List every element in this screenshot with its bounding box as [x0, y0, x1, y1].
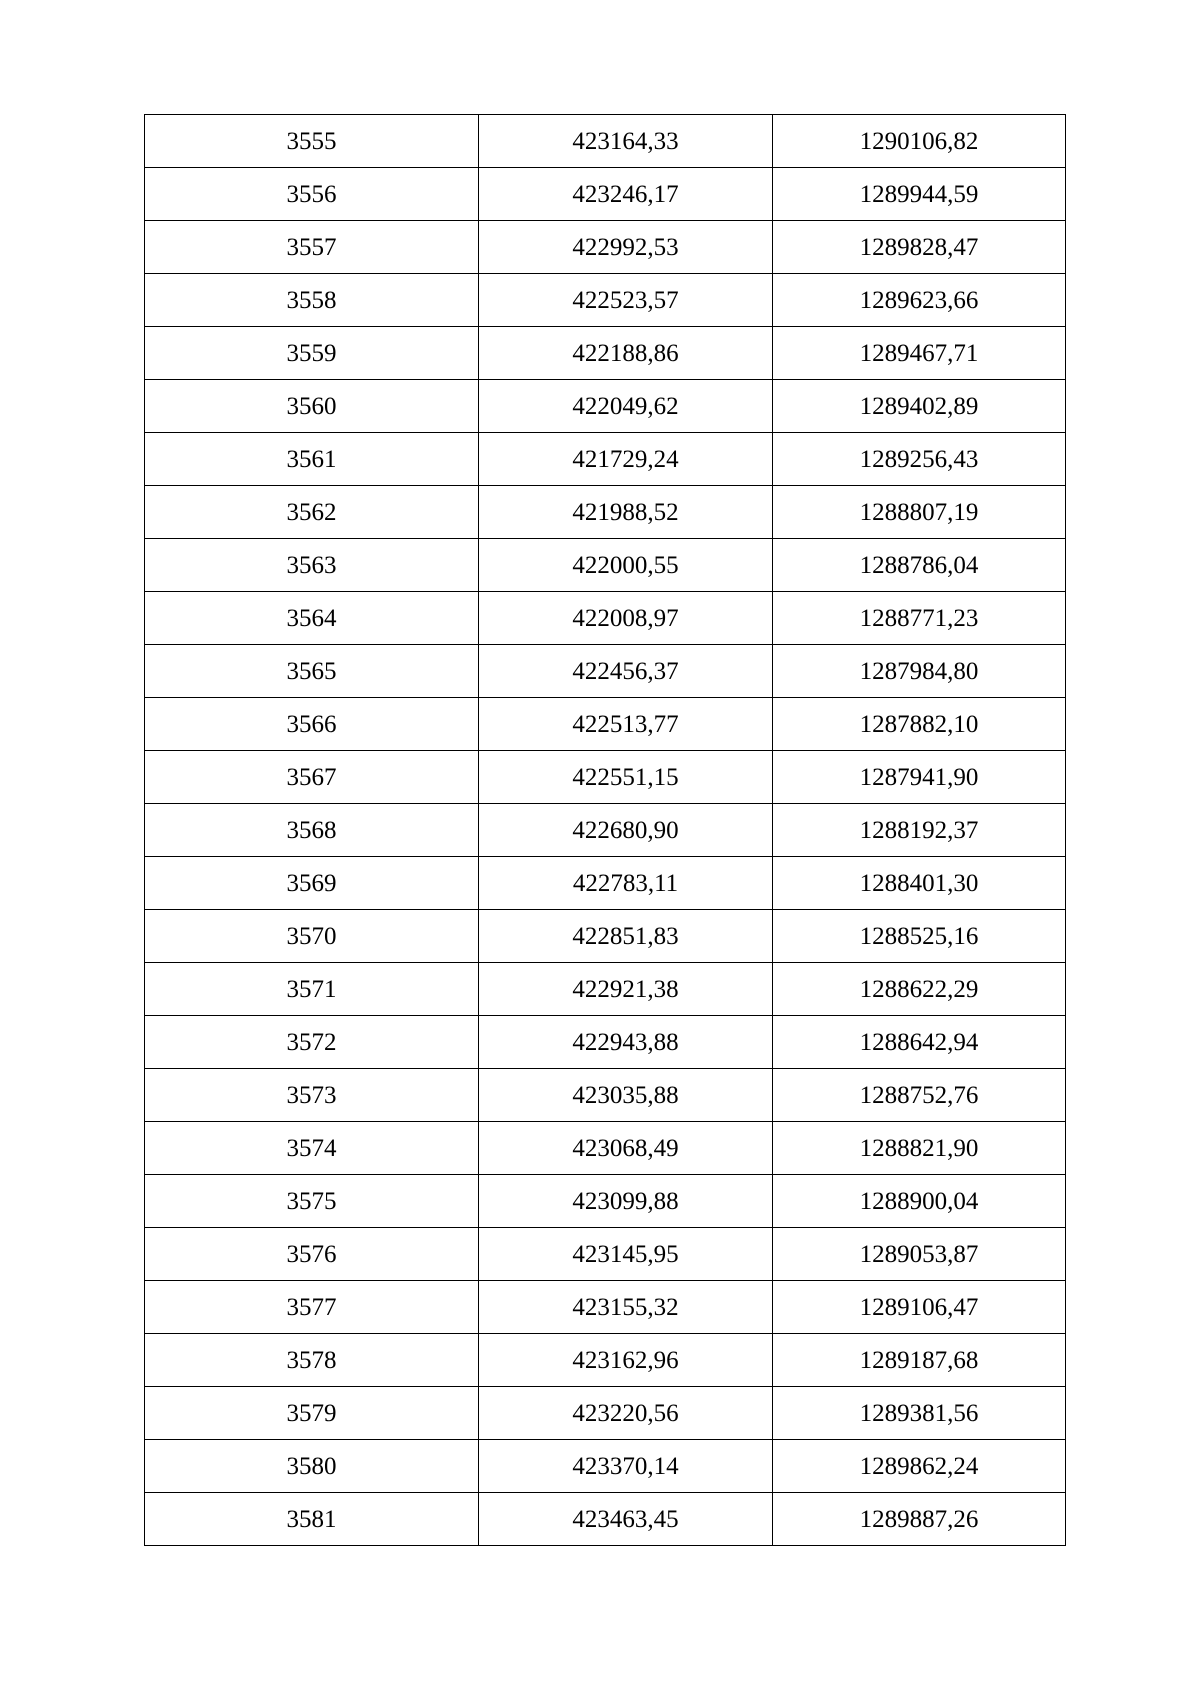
- table-row: [145, 486, 1066, 539]
- table-row: [145, 380, 1066, 433]
- x-coordinate-cell: 422008,97: [479, 592, 773, 645]
- y-coordinate-cell: 1289381,56: [773, 1387, 1066, 1440]
- point-number-cell: 3568: [145, 804, 479, 857]
- x-coordinate-cell: 423155,32: [479, 1281, 773, 1334]
- table-row: [145, 857, 1066, 910]
- x-coordinate-cell: 422049,62: [479, 380, 773, 433]
- table-row: [145, 433, 1066, 486]
- y-coordinate-cell: 1288642,94: [773, 1016, 1066, 1069]
- x-coordinate-cell: 423246,17: [479, 168, 773, 221]
- y-coordinate-cell: 1289862,24: [773, 1440, 1066, 1493]
- point-number-cell: 3566: [145, 698, 479, 751]
- coordinates-table-body: [145, 115, 1066, 1546]
- table-row: [145, 1175, 1066, 1228]
- table-row: [145, 115, 1066, 168]
- table-row: [145, 1122, 1066, 1175]
- y-coordinate-cell: 1288771,23: [773, 592, 1066, 645]
- x-coordinate-cell: 421988,52: [479, 486, 773, 539]
- y-coordinate-cell: 1290106,82: [773, 115, 1066, 168]
- table-row: [145, 221, 1066, 274]
- x-coordinate-cell: 423099,88: [479, 1175, 773, 1228]
- x-coordinate-cell: 422551,15: [479, 751, 773, 804]
- point-number-cell: 3558: [145, 274, 479, 327]
- y-coordinate-cell: 1289053,87: [773, 1228, 1066, 1281]
- point-number-cell: 3556: [145, 168, 479, 221]
- table-row: [145, 1281, 1066, 1334]
- y-coordinate-cell: 1288807,19: [773, 486, 1066, 539]
- y-coordinate-cell: 1289256,43: [773, 433, 1066, 486]
- x-coordinate-cell: 423068,49: [479, 1122, 773, 1175]
- point-number-cell: 3569: [145, 857, 479, 910]
- x-coordinate-cell: 422992,53: [479, 221, 773, 274]
- x-coordinate-cell: 423035,88: [479, 1069, 773, 1122]
- y-coordinate-cell: 1289467,71: [773, 327, 1066, 380]
- point-number-cell: 3578: [145, 1334, 479, 1387]
- y-coordinate-cell: 1287941,90: [773, 751, 1066, 804]
- y-coordinate-cell: 1288900,04: [773, 1175, 1066, 1228]
- y-coordinate-cell: 1288401,30: [773, 857, 1066, 910]
- x-coordinate-cell: 421729,24: [479, 433, 773, 486]
- table-row: [145, 1069, 1066, 1122]
- point-number-cell: 3575: [145, 1175, 479, 1228]
- y-coordinate-cell: 1288786,04: [773, 539, 1066, 592]
- y-coordinate-cell: 1288752,76: [773, 1069, 1066, 1122]
- y-coordinate-cell: 1287984,80: [773, 645, 1066, 698]
- point-number-cell: 3560: [145, 380, 479, 433]
- x-coordinate-cell: 422456,37: [479, 645, 773, 698]
- x-coordinate-cell: 422851,83: [479, 910, 773, 963]
- table-row: [145, 963, 1066, 1016]
- table-row: [145, 274, 1066, 327]
- table-row: [145, 698, 1066, 751]
- y-coordinate-cell: 1289402,89: [773, 380, 1066, 433]
- y-coordinate-cell: 1289887,26: [773, 1493, 1066, 1546]
- point-number-cell: 3580: [145, 1440, 479, 1493]
- table-row: [145, 592, 1066, 645]
- x-coordinate-cell: 422921,38: [479, 963, 773, 1016]
- x-coordinate-cell: 423220,56: [479, 1387, 773, 1440]
- y-coordinate-cell: 1289187,68: [773, 1334, 1066, 1387]
- point-number-cell: 3559: [145, 327, 479, 380]
- y-coordinate-cell: 1289828,47: [773, 221, 1066, 274]
- table-row: [145, 1387, 1066, 1440]
- table-row: [145, 1016, 1066, 1069]
- point-number-cell: 3576: [145, 1228, 479, 1281]
- table-row: [145, 1440, 1066, 1493]
- table-row: [145, 1228, 1066, 1281]
- table-row: [145, 539, 1066, 592]
- point-number-cell: 3567: [145, 751, 479, 804]
- point-number-cell: 3581: [145, 1493, 479, 1546]
- point-number-cell: 3570: [145, 910, 479, 963]
- point-number-cell: 3565: [145, 645, 479, 698]
- x-coordinate-cell: 423145,95: [479, 1228, 773, 1281]
- x-coordinate-cell: 422783,11: [479, 857, 773, 910]
- x-coordinate-cell: 423463,45: [479, 1493, 773, 1546]
- y-coordinate-cell: 1289106,47: [773, 1281, 1066, 1334]
- point-number-cell: 3579: [145, 1387, 479, 1440]
- x-coordinate-cell: 422513,77: [479, 698, 773, 751]
- y-coordinate-cell: 1289944,59: [773, 168, 1066, 221]
- table-row: [145, 910, 1066, 963]
- point-number-cell: 3564: [145, 592, 479, 645]
- point-number-cell: 3555: [145, 115, 479, 168]
- y-coordinate-cell: 1288525,16: [773, 910, 1066, 963]
- table-row: [145, 168, 1066, 221]
- x-coordinate-cell: 423162,96: [479, 1334, 773, 1387]
- point-number-cell: 3573: [145, 1069, 479, 1122]
- x-coordinate-cell: 422523,57: [479, 274, 773, 327]
- x-coordinate-cell: 422680,90: [479, 804, 773, 857]
- table-row: [145, 804, 1066, 857]
- table-row: [145, 1334, 1066, 1387]
- x-coordinate-cell: 423164,33: [479, 115, 773, 168]
- point-number-cell: 3574: [145, 1122, 479, 1175]
- x-coordinate-cell: 422943,88: [479, 1016, 773, 1069]
- point-number-cell: 3561: [145, 433, 479, 486]
- point-number-cell: 3563: [145, 539, 479, 592]
- y-coordinate-cell: 1288622,29: [773, 963, 1066, 1016]
- point-number-cell: 3577: [145, 1281, 479, 1334]
- y-coordinate-cell: 1289623,66: [773, 274, 1066, 327]
- point-number-cell: 3572: [145, 1016, 479, 1069]
- point-number-cell: 3571: [145, 963, 479, 1016]
- table-row: [145, 327, 1066, 380]
- x-coordinate-cell: 422188,86: [479, 327, 773, 380]
- coordinates-table: [144, 114, 1066, 1546]
- x-coordinate-cell: 423370,14: [479, 1440, 773, 1493]
- x-coordinate-cell: 422000,55: [479, 539, 773, 592]
- table-row: [145, 751, 1066, 804]
- point-number-cell: 3557: [145, 221, 479, 274]
- y-coordinate-cell: 1288192,37: [773, 804, 1066, 857]
- y-coordinate-cell: 1288821,90: [773, 1122, 1066, 1175]
- y-coordinate-cell: 1287882,10: [773, 698, 1066, 751]
- table-row: [145, 1493, 1066, 1546]
- table-row: [145, 645, 1066, 698]
- point-number-cell: 3562: [145, 486, 479, 539]
